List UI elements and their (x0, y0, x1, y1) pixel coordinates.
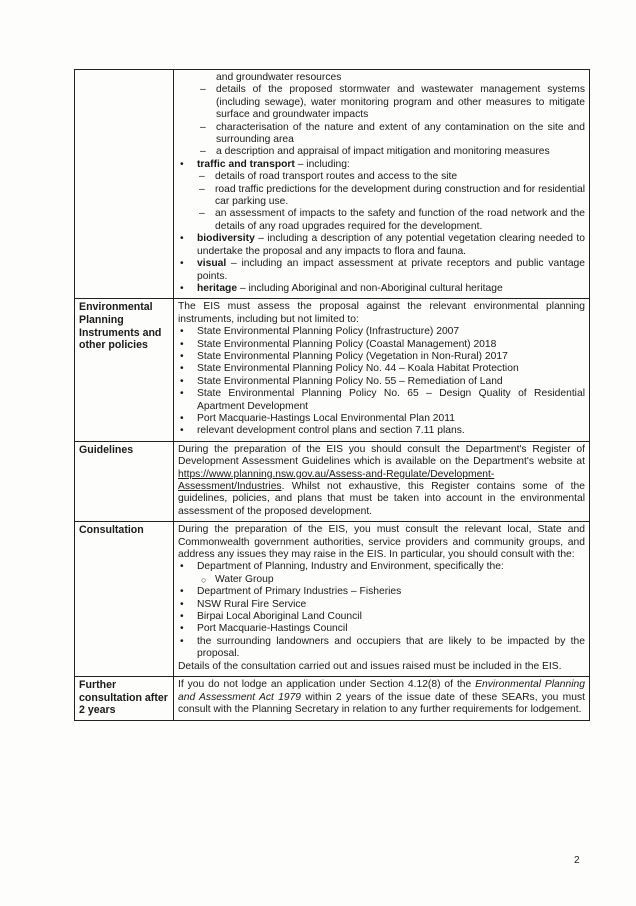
heritage-text: – including Aboriginal and non-Aboriginal cultural heritage (237, 282, 503, 294)
list-item: • State Environmental Planning Policy No. 55 – Remediation of Land (178, 376, 585, 388)
further-consultation-text (178, 679, 585, 716)
row-label (75, 70, 174, 299)
traffic-text: – including: (294, 158, 350, 170)
consultation-list (178, 561, 585, 660)
row-content (174, 70, 590, 299)
row-label: Further consultation after 2 years (75, 677, 174, 721)
register-link[interactable]: https://www.planning.nsw.gov.au/Assess-and-Regulate/Development-Assessment/Industries (178, 468, 495, 492)
list-item-biodiversity (178, 233, 585, 258)
further-text-start: If you do not lodge an application under Section 4.12(8) of the (178, 679, 476, 691)
consultation-footer: Details of the consultation carried out and issues raised must be included in the EIS. (178, 660, 562, 672)
row-content (174, 441, 590, 521)
issue-list (178, 159, 585, 295)
list-item: – details of the proposed stormwater and wastewater management systems (including sewage), water monitoring program and other measures to mitigate surface and groundwater impacts (198, 84, 585, 121)
row-label: Consultation (75, 522, 174, 677)
biodiversity-heading: biodiversity (197, 233, 255, 245)
table-row (75, 441, 590, 521)
further-text-end: within 2 years of the issue date of these SEARs, you must consult with the Planning Secretary in relation to any further requirements for lodgement. (178, 691, 585, 715)
list-item: • NSW Rural Fire Service (178, 599, 585, 611)
list-item-heritage (178, 283, 585, 295)
list-item: – road traffic predictions for the development during construction and for residential car parking use. (197, 184, 585, 209)
requirements-table (74, 69, 590, 721)
visual-text: – including an impact assessment at private receptors and public vantage points. (197, 258, 585, 282)
dpie-text: Department of Planning, Industry and Environment, specifically the: (197, 561, 504, 573)
table-row (75, 70, 590, 299)
guidelines-text-start: During the preparation of the EIS you should consult the Department's Register of Development Assessment Guidelines which is available on the Department's website at (178, 443, 585, 468)
traffic-sub-list (197, 171, 585, 233)
row-content (174, 677, 590, 721)
list-item: • State Environmental Planning Policy No. 44 – Koala Habitat Protection (178, 363, 585, 375)
visual-heading: visual (197, 258, 227, 270)
list-item: • Department of Primary Industries – Fisheries (178, 586, 585, 598)
list-item: • Port Macquarie-Hastings Council (178, 623, 585, 635)
epi-list (178, 326, 585, 438)
list-item-traffic (178, 159, 585, 233)
consultation-intro: During the preparation of the EIS, you must consult the relevant local, State and Commonwealth government authorities, service providers and community groups, and address any issues they may raise in the EIS. In particular, you should consult with the: (178, 524, 585, 561)
list-item: – characterisation of the nature and extent of any contamination on the site and surrounding area (198, 122, 585, 147)
traffic-heading: traffic and transport (197, 158, 295, 170)
epi-intro: The EIS must assess the proposal against the relevant environmental planning instruments, including but not limited to: (178, 301, 585, 325)
list-item: • Port Macquarie-Hastings Local Environmental Plan 2011 (178, 413, 585, 425)
list-item: • State Environmental Planning Policy (Vegetation in Non-Rural) 2017 (178, 351, 585, 363)
list-item: – a description and appraisal of impact mitigation and monitoring measures (198, 146, 585, 158)
list-item: • State Environmental Planning Policy (Infrastructure) 2007 (178, 326, 585, 338)
guidelines-text (178, 444, 585, 518)
page-number: 2 (574, 855, 580, 866)
continuation-text: and groundwater resources (216, 72, 342, 83)
table-row (75, 677, 590, 721)
list-item-visual (178, 258, 585, 283)
list-item: • relevant development control plans and section 7.11 plans. (178, 425, 585, 437)
water-sub-list (198, 84, 585, 158)
heritage-heading: heritage (197, 282, 238, 294)
act-title: Environmental Planning and Assessment Act 1979 (178, 679, 585, 703)
row-label: Environmental Planning Instruments and other policies (75, 299, 174, 441)
list-item: – an assessment of impacts to the safety and function of the road network and the details of any road upgrades required for the development. (197, 208, 585, 233)
list-item: • Birpai Local Aboriginal Land Council (178, 611, 585, 623)
list-item-dpie (178, 561, 585, 586)
list-item: • State Environmental Planning Policy (Coastal Management) 2018 (178, 339, 585, 351)
list-item: – details of road transport routes and access to the site (197, 171, 585, 183)
table-row (75, 522, 590, 677)
dpie-sub-list (201, 574, 585, 586)
list-item: • State Environmental Planning Policy No. 65 – Design Quality of Residential Apartment Development (178, 388, 585, 413)
table-row (75, 299, 590, 441)
list-item: ○ Water Group (201, 574, 585, 586)
row-content (174, 299, 590, 441)
biodiversity-text: – including a description of any potential vegetation clearing needed to undertake the proposal and any impacts to flora and fauna. (197, 233, 585, 257)
list-item: • the surrounding landowners and occupiers that are likely to be impacted by the proposal. (178, 636, 585, 661)
row-label: Guidelines (75, 441, 174, 521)
guidelines-text-end: . Whilst not exhaustive, this Register contains some of the guidelines, policies, and plans that must be taken into account in the environmental assessment of the proposed development. (178, 481, 585, 517)
row-content (174, 522, 590, 677)
